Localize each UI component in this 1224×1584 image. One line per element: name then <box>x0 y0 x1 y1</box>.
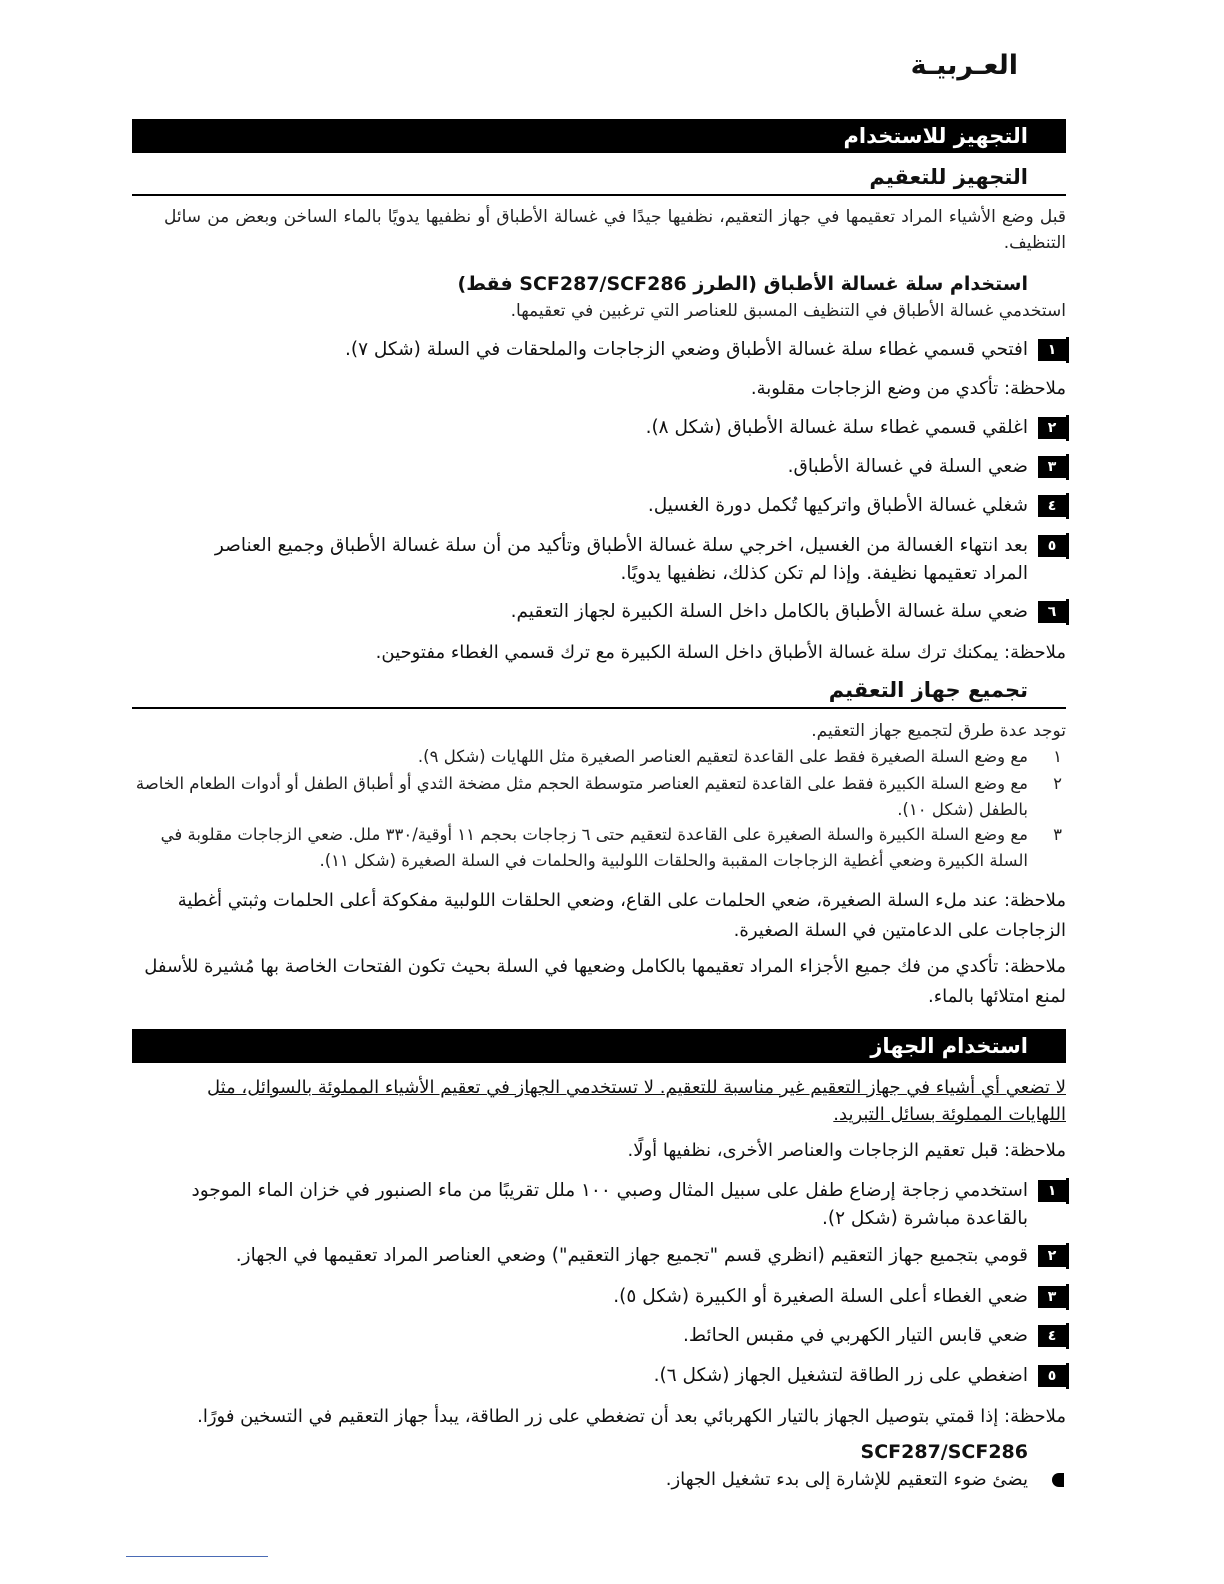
list-text: مع وضع السلة الكبيرة والسلة الصغيرة على القاعدة لتعقيم حتى ٦ زجاجات بحجم ١١ أوقية/٣٣٠ ملل. ضعي الزجاجات مقلوبة في السلة الكبيرة وضعي أغطية الزجاجات المقببة والحلقات اللولبية والحلمات في السلة الصغيرة (شكل ١١). <box>160 825 1028 870</box>
step-text: استخدمي زجاجة إرضاع طفل على سبيل المثال وصبي ١٠٠ ملل تقريبًا من ماء الصنبور في خزان الماء الموجود بالقاعدة مباشرة (شكل ٢). <box>191 1180 1028 1229</box>
assembly-option-2 <box>132 771 1066 823</box>
dishwasher-step-3 <box>164 453 1066 481</box>
note-bottles-upside-down: ملاحظة: تأكدي من وضع الزجاجات مقلوبة. <box>750 378 1066 399</box>
note-clean-first: ملاحظة: قبل تعقيم الزجاجات والعناصر الأخرى، نظفيها أولًا. <box>627 1140 1066 1161</box>
step-text: اغلقي قسمي غطاء سلة غسالة الأطباق (شكل ٨). <box>645 417 1028 438</box>
note-lid-open: ملاحظة: يمكنك ترك سلة غسالة الأطباق داخل السلة الكبيرة مع ترك قسمي الغطاء مفتوحين. <box>375 642 1066 663</box>
step-number: ٥ <box>1038 1365 1066 1387</box>
dishwasher-step-5 <box>164 532 1066 588</box>
subheading-prep-sterilize: التجهيز للتعقيم <box>132 161 1066 196</box>
step-number: ٥ <box>1038 535 1066 557</box>
step-number: ١ <box>1038 339 1066 361</box>
use-step-2 <box>164 1242 1066 1270</box>
step-text: قومي بتجميع جهاز التعقيم (انظري قسم "تجميع جهاز التعقيم") وضعي العناصر المراد تعقيمها في الجهاز. <box>235 1245 1028 1266</box>
bullet-text: يضئ ضوء التعقيم للإشارة إلى بدء تشغيل الجهاز. <box>665 1469 1028 1490</box>
step-number: ١ <box>1038 1180 1066 1202</box>
step-text: ضعي سلة غسالة الأطباق بالكامل داخل السلة الكبيرة لجهاز التعقيم. <box>510 601 1028 622</box>
assembly-option-1 <box>132 744 1066 770</box>
assembly-option-3 <box>132 822 1066 874</box>
step-text: شغلي غسالة الأطباق واتركيها تُكمل دورة الغسيل. <box>647 495 1028 516</box>
step-number: ٤ <box>1038 495 1066 517</box>
step-number: ٣ <box>1038 1286 1066 1308</box>
dishwasher-step-6 <box>164 598 1066 626</box>
step-text: اضغطي على زر الطاقة لتشغيل الجهاز (شكل ٦). <box>653 1365 1028 1386</box>
step-text: بعد انتهاء الغسالة من الغسيل، اخرجي سلة غسالة الأطباق وتأكيد من أن سلة غسالة الأطباق وجميع العناصر المراد تعقيمها نظيفة. وإذا لم تكن كذلك، نظفيها يدويًا. <box>214 535 1028 584</box>
model-heading: SCF287/SCF286 <box>860 1441 1028 1463</box>
list-text: مع وضع السلة الصغيرة فقط على القاعدة لتعقيم العناصر الصغيرة مثل اللهايات (شكل ٩). <box>417 747 1028 766</box>
dishwasher-step-4 <box>164 492 1066 520</box>
prep-paragraph: قبل وضع الأشياء المراد تعقيمها في جهاز التعقيم، نظفيها جيدًا في غسالة الأطباق أو نظفيها يدويًا بالماء الساخن وبعض من سائل التنظيف. <box>164 207 1066 253</box>
dishwasher-step-2 <box>164 414 1066 442</box>
list-number: ٣ <box>1053 825 1062 844</box>
assembly-intro: توجد عدة طرق لتجميع جهاز التعقيم. <box>811 721 1066 741</box>
list-number: ١ <box>1053 747 1062 766</box>
note-power-heating: ملاحظة: إذا قمتي بتوصيل الجهاز بالتيار الكهربائي بعد أن تضغطي على زر الطاقة، يبدأ جهاز التعقيم في التسخين فورًا. <box>197 1406 1066 1427</box>
use-step-4 <box>164 1322 1066 1350</box>
section-bar-use: استخدام الجهاز <box>132 1029 1066 1063</box>
step-text: افتحي قسمي غطاء سلة غسالة الأطباق وضعي الزجاجات والملحقات في السلة (شكل ٧). <box>344 339 1028 360</box>
step-text: ضعي الغطاء أعلى السلة الصغيرة أو الكبيرة (شكل ٥). <box>613 1286 1028 1307</box>
bullet-icon <box>1052 1473 1064 1487</box>
use-step-1 <box>164 1177 1066 1233</box>
step-number: ٦ <box>1038 601 1066 623</box>
list-number: ٢ <box>1053 774 1062 793</box>
step-number: ٣ <box>1038 456 1066 478</box>
section-bar-prep: التجهيز للاستخدام <box>132 119 1066 153</box>
step-number: ٢ <box>1038 417 1066 439</box>
list-text: مع وضع السلة الكبيرة فقط على القاعدة لتعقيم العناصر متوسطة الحجم مثل مضخة الثدي أو أطباق الطفل أو أدوات الطعام الخاصة بالطفل (شكل ١٠). <box>135 774 1028 819</box>
use-step-5 <box>164 1362 1066 1390</box>
step-number: ٢ <box>1038 1245 1066 1267</box>
step-number: ٤ <box>1038 1325 1066 1347</box>
warning-text: لا تضعي أي أشياء في جهاز التعقيم غير مناسبة للتعقيم. لا تستخدمي الجهاز في تعقيم الأشياء المملوئة بالسوائل، مثل اللهايات المملوئة بسائل التبريد. <box>206 1077 1066 1125</box>
note-filling-small-basket: ملاحظة: عند ملء السلة الصغيرة، ضعي الحلمات على القاع، وضعي الحلقات اللولبية مفكوكة أعلى الحلمات وثبتي أغطية الزجاجات على الدعامتين في السلة الصغيرة. <box>177 890 1066 941</box>
language-title: العـربيـة <box>910 50 1018 81</box>
subheading-assembly: تجميع جهاز التعقيم <box>132 674 1066 709</box>
footer-rule <box>126 1556 268 1557</box>
note-disassemble-parts: ملاحظة: تأكدي من فك جميع الأجزاء المراد تعقيمها بالكامل وضعيها في السلة بحيث تكون الفتحات الخاصة بها مُشيرة للأسفل لمنع امتلائها بالماء. <box>144 956 1066 1007</box>
step-text: ضعي السلة في غسالة الأطباق. <box>787 456 1028 477</box>
step-text: ضعي قابس التيار الكهربي في مقبس الحائط. <box>682 1325 1028 1346</box>
manual-page <box>132 0 1066 1584</box>
use-step-3 <box>164 1283 1066 1311</box>
heading-dishwasher-basket: استخدام سلة غسالة الأطباق (الطرز SCF287/SCF286 فقط) <box>457 273 1028 295</box>
bullet-indicator-light <box>132 1466 1066 1494</box>
dishwasher-step-1 <box>164 336 1066 364</box>
dishwasher-intro: استخدمي غسالة الأطباق في التنظيف المسبق للعناصر التي ترغبين في تعقيمها. <box>510 301 1066 321</box>
